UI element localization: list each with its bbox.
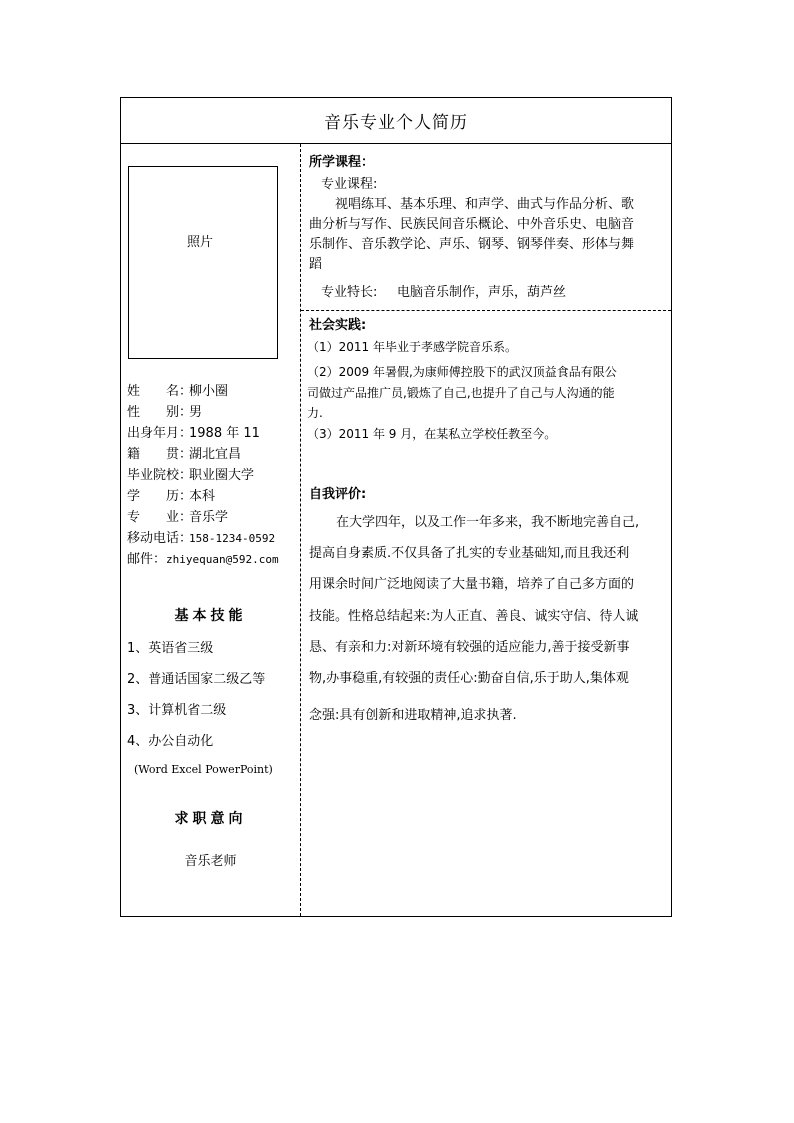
resume-table: [120, 97, 672, 917]
resume-title: 音乐专业个人简历: [121, 98, 671, 144]
skill-sub-note: (Word Excel PowerPoint): [134, 763, 273, 776]
courses-title: 所学课程：: [309, 155, 375, 170]
section-divider: [301, 310, 671, 311]
skill-item: 4、办公自动化: [127, 734, 214, 749]
info-degree: 学 历：本科: [127, 489, 216, 504]
left-column: [121, 144, 300, 916]
specialty-value: 电脑音乐制作，声乐，葫芦丝: [397, 285, 567, 300]
courses-line: 蹈: [309, 257, 323, 272]
info-major: 专 业：音乐学: [127, 510, 229, 525]
skill-item: 1、英语省三级: [127, 641, 214, 656]
practice-line: （1）2011 年毕业于孝感学院音乐系。: [307, 340, 517, 354]
personal-info: [127, 381, 299, 570]
job-intent-title: 求职意向: [174, 811, 247, 827]
courses-line: 曲分析与写作、民族民间音乐概论、中外音乐史、电脑音: [309, 217, 635, 232]
evaluation-line: 在大学四年，以及工作一年多来，我不断地完善自己,: [336, 515, 640, 530]
evaluation-line: 念强:具有创新和进取精神,追求执著.: [309, 708, 517, 723]
evaluation-line: 提高自身素质.不仅具备了扎实的专业基础知,而且我还利: [309, 546, 630, 561]
practice-line: （2）2009 年暑假,为康师傅控股下的武汉顶益食品有限公: [307, 365, 617, 379]
practice-line: （3）2011 年 9 月，在某私立学校任教至今。: [307, 427, 557, 441]
skills-title: 基本技能: [174, 608, 247, 624]
evaluation-line: 技能。性格总结起来:为人正直、善良、诚实守信、待人诚: [309, 609, 639, 624]
practice-line: 司做过产品推广员,锻炼了自己,也提升了自己与人沟通的能: [307, 386, 615, 400]
info-birth: 出身年月：1988 年 11: [127, 426, 260, 441]
photo-label: 照片: [187, 235, 214, 250]
info-name: 姓 名：柳小圈: [127, 384, 229, 399]
skill-item: 2、普通话国家二级乙等: [127, 672, 266, 687]
info-school: 毕业院校：职业圈大学: [127, 468, 255, 483]
evaluation-title: 自我评价:: [309, 487, 367, 502]
practice-title: 社会实践:: [309, 318, 367, 333]
photo-placeholder: [128, 166, 278, 359]
courses-subtitle: 专业课程:: [321, 177, 378, 192]
evaluation-line: 恳、有亲和力:对新环境有较强的适应能力,善于接受新事: [309, 640, 630, 655]
info-hometown: 籍 贯：湖北宜昌: [127, 447, 242, 462]
info-email: 邮件：zhiyequan@592.com: [127, 552, 279, 567]
right-column: [301, 144, 671, 916]
info-phone: 移动电话：158-1234-0592: [127, 531, 276, 546]
courses-line: 视唱练耳、基本乐理、和声学、曲式与作品分析、歌: [335, 197, 635, 212]
info-gender: 性 别：男: [127, 405, 203, 420]
skill-item: 3、计算机省二级: [127, 703, 227, 718]
practice-line: 力.: [307, 406, 323, 420]
job-intent-value: 音乐老师: [184, 854, 237, 869]
evaluation-line: 物,办事稳重,有较强的责任心:勤奋自信,乐于助人,集体观: [309, 671, 629, 686]
courses-line: 乐制作、音乐教学论、声乐、钢琴、钢琴伴奏、形体与舞: [309, 237, 635, 252]
evaluation-line: 用课余时间广泛地阅读了大量书籍，培养了自己多方面的: [309, 577, 635, 592]
specialty-label: 专业特长:: [321, 285, 378, 300]
